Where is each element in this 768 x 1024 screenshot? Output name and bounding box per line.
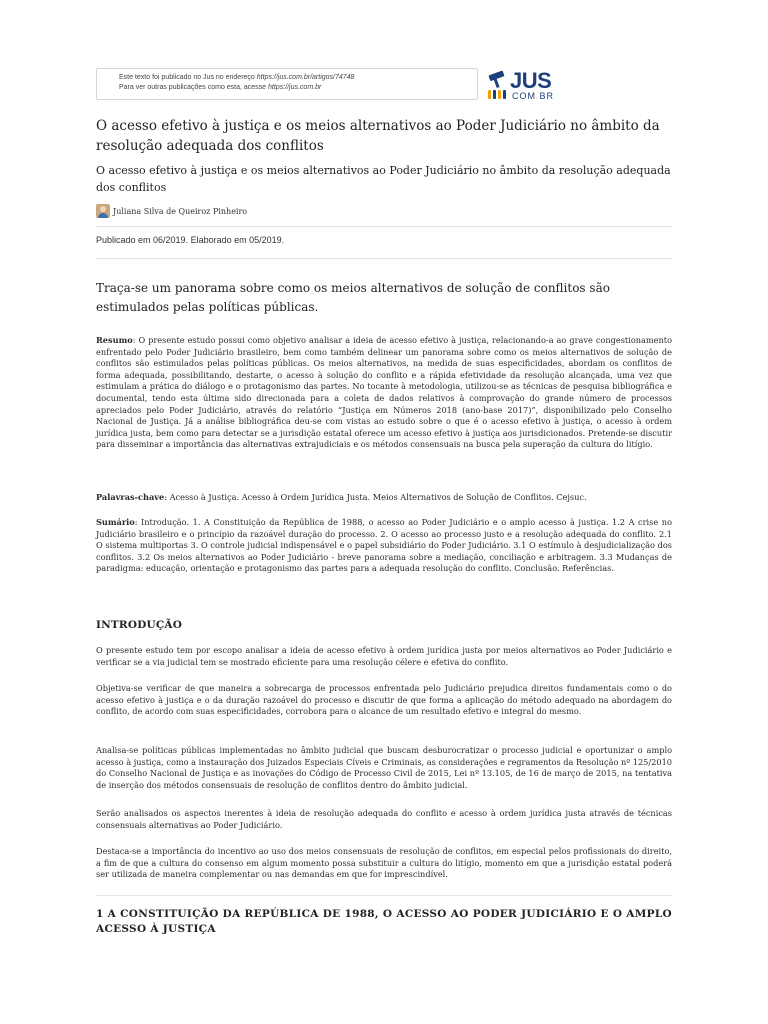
intro-heading: INTRODUÇÃO — [96, 619, 183, 631]
intro-paragraph-5: Destaca-se a importância do incentivo ao uso dos meios consensuais de resolução de conflitos, em especial pelos profissionais do direito, a fim de que a cultura do consenso em algum momento possa substituir a cultura do litígio, momento em que a jurisdição estatal poderá ser utilizada de maneira complementar ou nas demandas em que for imprescindível. — [96, 846, 672, 880]
palavras-chave-text: : Acesso à Justiça. Acesso à Ordem Jurídica Justa. Meios Alternativos de Solução de Conflitos. Cejsuc. — [164, 492, 587, 502]
divider — [96, 895, 672, 896]
resumo-paragraph — [96, 335, 672, 451]
gavel-logo-icon — [486, 69, 510, 103]
article-url-link[interactable]: https://jus.com.br/artigos/74748 — [256, 74, 355, 81]
notice-line-2-text: Para ver outras publicações como esta, acesse — [119, 84, 267, 91]
sumario-text: : Introdução. 1. A Constituição da República de 1988, o acesso ao Poder Judiciário e o amplo acesso à justiça. 1.2 A crise no Judiciário brasileiro e o princípio da razoável duração do processo. 2. O acesso ao processo justo e a resolução adequada do conflito. 2.1 O sistema multiportas 3. O controle judicial indispensável e o papel subsidiário do Poder Judiciário. 3.1 O estímulo à desjudicialização dos conflitos. 3.2 Os meios alternativos ao Poder Judiciário - breve panorama sobre a mediação, conciliação e arbitragem. 3.3 Mudanças de paradigma: educação, orientação e protagonismo das partes para a adequada resolução do conflito. Conclusão. Referências. — [96, 517, 672, 574]
logo-sub-br: BR — [539, 91, 555, 101]
logo-dot: . — [536, 91, 540, 101]
logo-subtext — [512, 91, 554, 101]
jus-logo[interactable] — [486, 69, 596, 105]
resumo-label: Resumo — [96, 335, 133, 345]
notice-line-2 — [97, 83, 477, 93]
publication-date: Publicado em 06/2019. Elaborado em 05/2019. — [96, 235, 285, 245]
resumo-text: : O presente estudo possui como objetivo analisar a ideia de acesso efetivo à justiça, relacionando-a ao grave congestionamento enfrentado pelo Poder Judiciário brasileiro, bem como também delinear um panorama sobre como os meios alternativos de solução de conflitos são estimulados pelas políticas públicas. Os meios alternativos, na medida de suas especificidades, abordam os conflitos de forma adequada, possibilitando, destarte, o acesso à solução do conflito e a rápida efetividade da resolução alcançada, uma vez que estimulam a prática do diálogo e o protagonismo das partes. No tocante à metodologia, utilizou-se as técnicas de pesquisa bibliográfica e documental, tendo esta última sido direcionada para a coleta de dados relativos à comprovação do grande número de processos apreciados pelo Poder Judiciário, através do relatório “Justiça em Números 2018 (ano-base 2017)”, disponibilizado pelo Conselho Nacional de Justiça. Já a análise bibliográfica deu-se com vistas ao estudo sobre o que é o acesso efetivo à justiça, o acesso à ordem jurídica justa, bem como para detectar se a jurisdição estatal oferece um acesso efetivo à justiça aos jurisdicionados. Pretende-se discutir para disseminar a importância das alternativas extrajudiciais e os métodos consensuais na busca pela superação da cultura do litígio. — [96, 335, 672, 450]
divider — [96, 226, 672, 227]
article-title: O acesso efetivo à justiça e os meios alternativos ao Poder Judiciário no âmbito da resolução adequada dos conflitos — [96, 118, 660, 154]
logo-text: JUS — [510, 68, 552, 93]
divider — [96, 258, 672, 259]
notice-line-1 — [97, 69, 477, 83]
article-lead: Traça-se um panorama sobre como os meios alternativos de solução de conflitos são estimulados pelas políticas públicas. — [96, 281, 610, 314]
palavras-chave-paragraph — [96, 492, 672, 504]
intro-paragraph-2: Objetiva-se verificar de que maneira a sobrecarga de processos enfrentada pelo Judiciário prejudica direitos fundamentais como o do acesso efetivo à justiça e o da duração razoável do processo e discutir de que forma a aplicação do método adequado na abordagem do conflito, de acordo com suas especificidades, corrobora para o alcance de um resultado efetivo e integral do mesmo. — [96, 683, 672, 717]
site-url-link[interactable]: https://jus.com.br — [268, 84, 322, 91]
section-1-heading: 1 A CONSTITUIÇÃO DA REPÚBLICA DE 1988, O ACESSO AO PODER JUDICIÁRIO E O AMPLO ACESSO À JUSTIÇA — [96, 908, 672, 935]
sumario-paragraph — [96, 517, 672, 575]
palavras-chave-label: Palavras-chave — [96, 492, 165, 502]
publication-notice — [96, 68, 478, 100]
intro-paragraph-3: Analisa-se políticas públicas implementadas no âmbito judicial que buscam desburocratizar o processo judicial e oportunizar o amplo acesso à justiça, como a instauração dos Juizados Especiais Cíveis e Criminais, as considerações e regramentos da Resolução nº 125/2010 do Conselho Nacional de Justiça e as inovações do Código de Processo Civil de 2015, Lei nº 13.105, de 16 de março de 2015, na tentativa de inserção dos métodos consensuais de resolução de conflitos dentro do âmbito judicial. — [96, 745, 672, 790]
author-avatar-icon — [96, 204, 110, 218]
intro-paragraph-4: Serão analisados os aspectos inerentes à ideia de resolução adequada do conflito e acesso à ordem jurídica justa através de técnicas consensuais alternativas ao Poder Judiciário. — [96, 808, 672, 830]
sumario-label: Sumário — [96, 517, 135, 527]
intro-paragraph-1: O presente estudo tem por escopo analisar a ideia de acesso efetivo à ordem jurídica justa por meios alternativos ao Poder Judiciário e verificar se a via judicial tem se mostrado eficiente para uma resolução célere e efetiva do conflito. — [96, 645, 672, 667]
author-name[interactable]: Juliana Silva de Queiroz Pinheiro — [113, 206, 248, 216]
author-byline[interactable] — [96, 203, 247, 219]
logo-sub-com: COM — [512, 91, 536, 101]
article-subtitle: O acesso efetivo à justiça e os meios alternativos ao Poder Judiciário no âmbito da resolução adequada dos conflitos — [96, 164, 671, 194]
notice-line-1-text: Este texto foi publicado no Jus no endereço — [119, 74, 255, 81]
